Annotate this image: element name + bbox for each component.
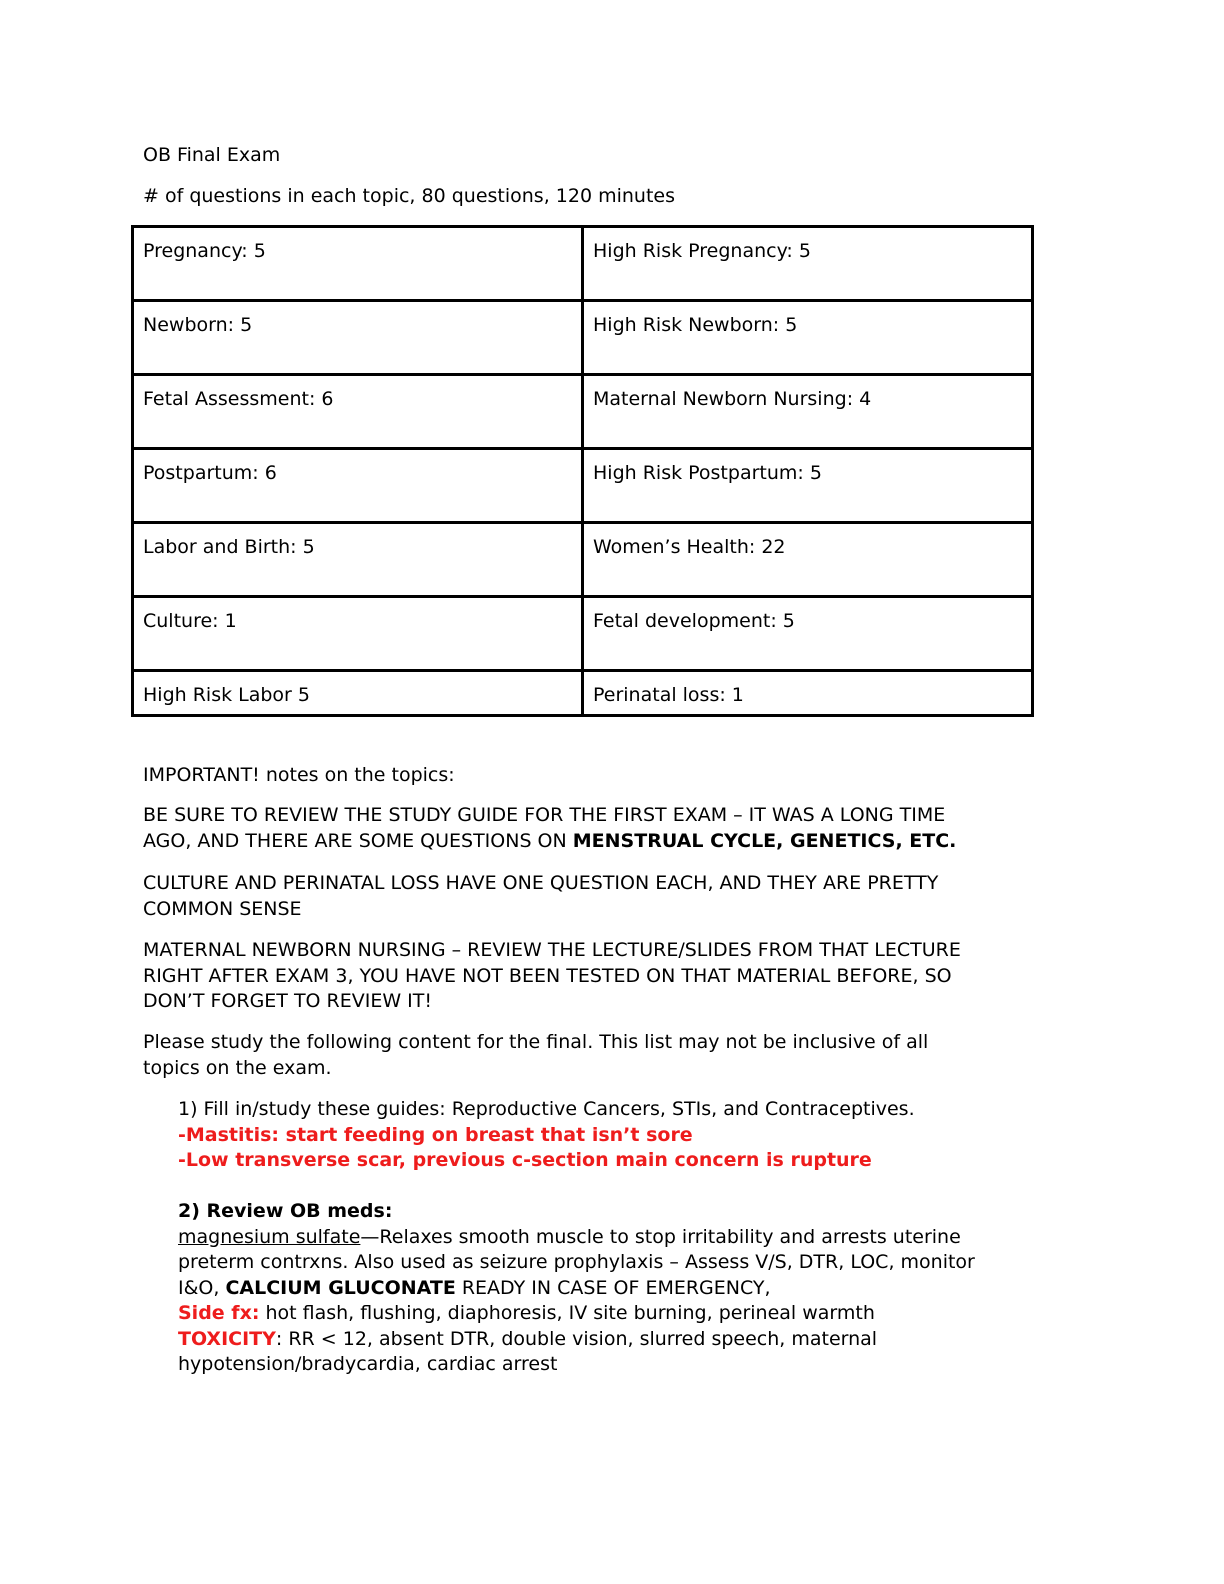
note-maternal-newborn bbox=[143, 938, 1063, 1015]
notes-heading: IMPORTANT! notes on the topics: bbox=[143, 764, 455, 786]
note-line: MATERNAL NEWBORN NURSING – REVIEW THE LECTURE/SLIDES FROM THAT LECTURE bbox=[143, 939, 961, 961]
table-cell: Maternal Newborn Nursing: 4 bbox=[583, 375, 1033, 449]
calcium-gluconate: CALCIUM GLUCONATE bbox=[225, 1276, 456, 1299]
table-row bbox=[133, 523, 1033, 597]
document-subtitle: # of questions in each topic, 80 questions, 120 minutes bbox=[143, 185, 675, 207]
note-line: COMMON SENSE bbox=[143, 897, 302, 920]
scar-note: -Low transverse scar, previous c-section main concern is rupture bbox=[178, 1149, 872, 1171]
drug-desc-text: I&O, bbox=[178, 1276, 226, 1299]
intro-line: Please study the following content for the final. This list may not be inclusive of all bbox=[143, 1031, 929, 1053]
note-first-exam bbox=[143, 803, 1063, 854]
table-cell: Postpartum: 6 bbox=[133, 449, 583, 523]
note-culture-perinatal bbox=[143, 871, 1063, 922]
side-effects-line bbox=[178, 1301, 1068, 1327]
list-item-ob-meds bbox=[178, 1199, 1068, 1378]
toxicity-line bbox=[178, 1327, 1068, 1353]
table-cell: Pregnancy: 5 bbox=[133, 227, 583, 301]
table-cell: Fetal development: 5 bbox=[583, 597, 1033, 671]
drug-desc-text: READY IN CASE OF EMERGENCY, bbox=[455, 1276, 771, 1299]
table-cell: High Risk Pregnancy: 5 bbox=[583, 227, 1033, 301]
table-row bbox=[133, 227, 1033, 301]
table-cell: High Risk Labor 5 bbox=[133, 671, 583, 716]
study-intro bbox=[143, 1030, 1063, 1081]
table-cell: Women’s Health: 22 bbox=[583, 523, 1033, 597]
drug-desc: —Relaxes smooth muscle to stop irritability and arrests uterine bbox=[360, 1225, 961, 1248]
table-row bbox=[133, 671, 1033, 716]
table-cell: Fetal Assessment: 6 bbox=[133, 375, 583, 449]
note-bold-text: MENSTRUAL CYCLE, GENETICS, ETC. bbox=[572, 829, 957, 852]
note-line: RIGHT AFTER EXAM 3, YOU HAVE NOT BEEN TESTED ON THAT MATERIAL BEFORE, SO bbox=[143, 964, 952, 987]
note-text: AGO, AND THERE ARE SOME QUESTIONS ON bbox=[143, 829, 573, 852]
mastitis-note: -Mastitis: start feeding on breast that isn’t sore bbox=[178, 1123, 693, 1146]
table-row bbox=[133, 449, 1033, 523]
drug-line bbox=[178, 1225, 1068, 1251]
side-effects-text: hot flash, flushing, diaphoresis, IV site burning, perineal warmth bbox=[259, 1302, 875, 1324]
table-row bbox=[133, 375, 1033, 449]
table-cell: High Risk Postpartum: 5 bbox=[583, 449, 1033, 523]
table-cell: Perinatal loss: 1 bbox=[583, 671, 1033, 716]
ob-meds-heading: 2) Review OB meds: bbox=[178, 1200, 393, 1222]
toxicity-label: TOXICITY bbox=[178, 1327, 276, 1350]
table-cell: Labor and Birth: 5 bbox=[133, 523, 583, 597]
side-effects-label: Side fx: bbox=[178, 1302, 260, 1324]
note-line bbox=[143, 829, 1063, 855]
table-cell: Culture: 1 bbox=[133, 597, 583, 671]
drug-name: magnesium sulfate bbox=[178, 1225, 361, 1248]
table-cell: Newborn: 5 bbox=[133, 301, 583, 375]
toxicity-text: : RR < 12, absent DTR, double vision, slurred speech, maternal bbox=[275, 1327, 878, 1350]
table-cell: High Risk Newborn: 5 bbox=[583, 301, 1033, 375]
table-row bbox=[133, 597, 1033, 671]
table-row bbox=[133, 301, 1033, 375]
toxicity-text: hypotension/bradycardia, cardiac arrest bbox=[178, 1353, 558, 1375]
list-item-text: 1) Fill in/study these guides: Reproductive Cancers, STIs, and Contraceptives. bbox=[178, 1098, 915, 1120]
drug-desc bbox=[178, 1276, 1068, 1302]
note-line: DON’T FORGET TO REVIEW IT! bbox=[143, 990, 433, 1012]
drug-desc: preterm contrxns. Also used as seizure prophylaxis – Assess V/S, DTR, LOC, monitor bbox=[178, 1251, 975, 1273]
note-line: CULTURE AND PERINATAL LOSS HAVE ONE QUESTION EACH, AND THEY ARE PRETTY bbox=[143, 872, 939, 894]
intro-line: topics on the exam. bbox=[143, 1056, 332, 1079]
note-line: BE SURE TO REVIEW THE STUDY GUIDE FOR THE FIRST EXAM – IT WAS A LONG TIME bbox=[143, 804, 946, 826]
document-title: OB Final Exam bbox=[143, 144, 281, 166]
list-item-guides bbox=[178, 1097, 1068, 1174]
topics-table bbox=[131, 225, 1034, 717]
